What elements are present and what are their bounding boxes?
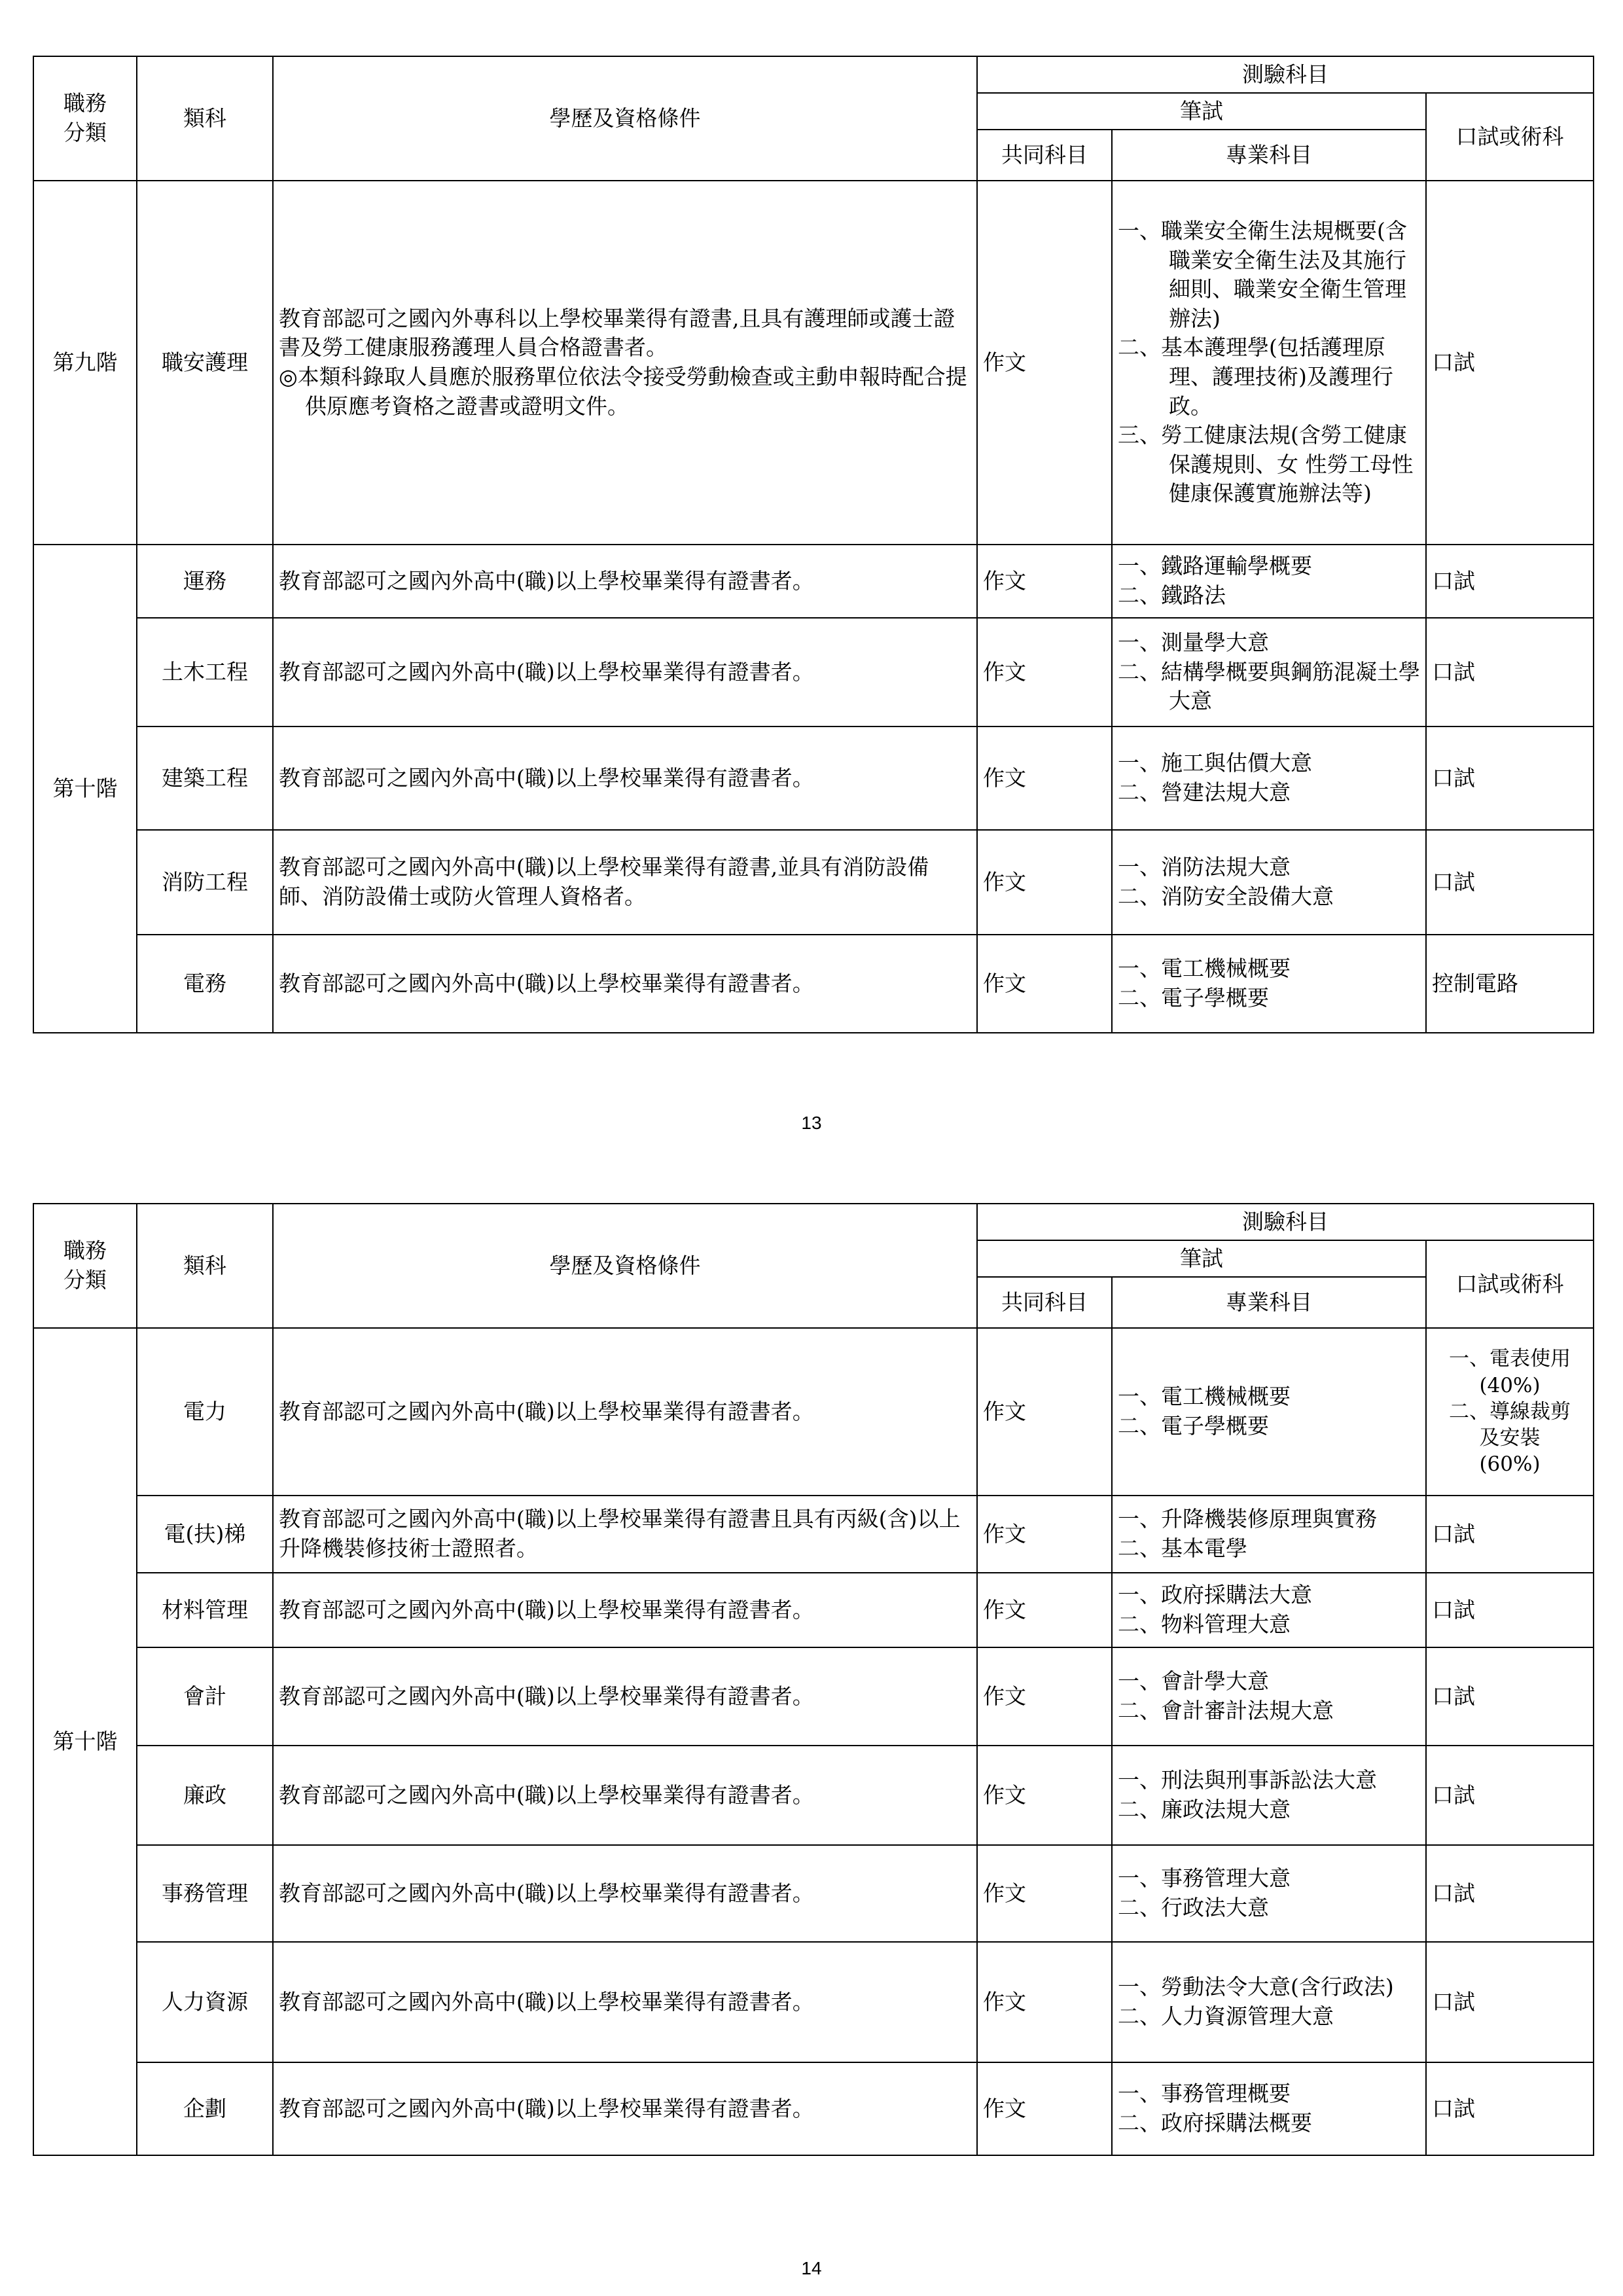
qualification-cell: 教育部認可之國內外高中(職)以上學校畢業得有證書且具有丙級(含)以上升降機裝修技術士證照者。 <box>273 1496 977 1573</box>
category-cell: 消防工程 <box>137 830 273 935</box>
header-common: 共同科目 <box>977 1277 1112 1328</box>
subject-item: 二、廉政法規大意 <box>1118 1797 1291 1822</box>
header-row <box>33 1204 1594 1240</box>
qualification-cell: 教育部認可之國內外高中(職)以上學校畢業得有證書者。 <box>273 618 977 726</box>
subject-item: 一、政府採購法大意 <box>1118 1582 1312 1608</box>
table-row <box>33 1328 1594 1496</box>
subject-item: 二、營建法規大意 <box>1118 780 1291 805</box>
table-row <box>33 1496 1594 1573</box>
common-subject-cell: 作文 <box>977 1746 1112 1845</box>
professional-subject-cell <box>1112 1647 1426 1746</box>
qualification-cell: 教育部認可之國內外高中(職)以上學校畢業得有證書者。 <box>273 1845 977 1942</box>
professional-subject-cell <box>1112 1942 1426 2062</box>
common-subject-cell: 作文 <box>977 1845 1112 1942</box>
oral-cell: 口試 <box>1426 1845 1594 1942</box>
common-subject-cell: 作文 <box>977 1942 1112 2062</box>
header-qualification: 學歷及資格條件 <box>273 56 977 181</box>
professional-subject-cell <box>1112 1496 1426 1573</box>
common-subject-cell: 作文 <box>977 1328 1112 1496</box>
header-oral: 口試或術科 <box>1426 1240 1594 1328</box>
subject-item: 一、事務管理概要 <box>1118 2081 1291 2107</box>
header-qualification: 學歷及資格條件 <box>273 1204 977 1328</box>
header-written: 筆試 <box>977 93 1426 130</box>
professional-subject-cell <box>1112 726 1426 830</box>
header-test-subjects: 測驗科目 <box>977 56 1594 93</box>
category-cell: 電(扶)梯 <box>137 1496 273 1573</box>
table-row <box>33 545 1594 618</box>
header-test-subjects: 測驗科目 <box>977 1204 1594 1240</box>
professional-subject-cell <box>1112 935 1426 1033</box>
subject-item: 二、會計審計法規大意 <box>1118 1698 1334 1723</box>
qualification-cell <box>273 181 977 545</box>
subject-item: 二、消防安全設備大意 <box>1118 884 1334 909</box>
category-cell: 電力 <box>137 1328 273 1496</box>
professional-subject-cell <box>1112 545 1426 618</box>
practical-weight: (60%) <box>1479 1452 1541 1477</box>
qualification-cell: 教育部認可之國內外高中(職)以上學校畢業得有證書者。 <box>273 1647 977 1746</box>
table-row <box>33 1573 1594 1647</box>
oral-cell: 口試 <box>1426 545 1594 618</box>
subject-item: 二、行政法大意 <box>1118 1895 1269 1920</box>
header-row <box>33 56 1594 93</box>
subject-item: 一、電工機械概要 <box>1118 956 1291 982</box>
common-subject-cell: 作文 <box>977 181 1112 545</box>
grade-cell: 第十階 <box>33 545 137 1033</box>
page-number: 14 <box>801 2258 822 2278</box>
header-professional: 專業科目 <box>1112 1277 1426 1328</box>
oral-cell: 口試 <box>1426 1573 1594 1647</box>
qualification-cell: 教育部認可之國內外高中(職)以上學校畢業得有證書者。 <box>273 2062 977 2155</box>
practical-weight: (40%) <box>1479 1373 1541 1397</box>
professional-subject-cell <box>1112 1328 1426 1496</box>
table-row <box>33 726 1594 830</box>
table-row <box>33 2062 1594 2155</box>
common-subject-cell: 作文 <box>977 1647 1112 1746</box>
professional-subject-cell <box>1112 618 1426 726</box>
qualification-cell: 教育部認可之國內外高中(職)以上學校畢業得有證書者。 <box>273 1942 977 2062</box>
subject-item: 二、人力資源管理大意 <box>1118 2003 1334 2029</box>
subject-item: 一、升降機裝修原理與實務 <box>1118 1506 1377 1532</box>
table-row <box>33 935 1594 1033</box>
common-subject-cell: 作文 <box>977 618 1112 726</box>
common-subject-cell: 作文 <box>977 830 1112 935</box>
subject-item: 二、電子學概要 <box>1118 1413 1269 1439</box>
professional-subject-cell <box>1112 1845 1426 1942</box>
header-category: 類科 <box>137 56 273 181</box>
practical-item: 一、電表使用 <box>1449 1347 1571 1371</box>
table-row <box>33 830 1594 935</box>
subject-item: 二、基本電學 <box>1118 1535 1247 1561</box>
grade-cell: 第九階 <box>33 181 137 545</box>
header-professional: 專業科目 <box>1112 130 1426 181</box>
qualification-cell: 教育部認可之國內外高中(職)以上學校畢業得有證書者。 <box>273 1746 977 1845</box>
page-number: 13 <box>801 1113 822 1133</box>
oral-cell: 口試 <box>1426 1647 1594 1746</box>
table-row <box>33 1746 1594 1845</box>
subject-item: 二、鐵路法 <box>1118 583 1226 608</box>
qualification-cell: 教育部認可之國內外高中(職)以上學校畢業得有證書,並具有消防設備師、消防設備士或防火管理人資格者。 <box>273 830 977 935</box>
oral-cell: 口試 <box>1426 1942 1594 2062</box>
common-subject-cell: 作文 <box>977 545 1112 618</box>
oral-cell: 口試 <box>1426 830 1594 935</box>
practical-cell <box>1426 1328 1594 1496</box>
subject-item: 二、電子學概要 <box>1118 985 1269 1011</box>
category-cell: 材料管理 <box>137 1573 273 1647</box>
subject-item: 一、事務管理大意 <box>1118 1865 1291 1892</box>
oral-cell: 口試 <box>1426 618 1594 726</box>
subject-item: 一、會計學大意 <box>1118 1668 1269 1695</box>
professional-subject-cell <box>1112 1573 1426 1647</box>
qualification-cell: 教育部認可之國內外高中(職)以上學校畢業得有證書者。 <box>273 545 977 618</box>
table-row <box>33 618 1594 726</box>
common-subject-cell: 作文 <box>977 1496 1112 1573</box>
qualification-cell: 教育部認可之國內外高中(職)以上學校畢業得有證書者。 <box>273 726 977 830</box>
table-row <box>33 1845 1594 1942</box>
subject-item: 二、結構學概要與鋼筋混凝土學大意 <box>1118 658 1420 714</box>
header-written: 筆試 <box>977 1240 1426 1277</box>
oral-cell: 口試 <box>1426 2062 1594 2155</box>
professional-subject-cell <box>1112 181 1426 545</box>
subject-item: 一、職業安全衛生法規概要(含職業安全衛生法及其施行細則、職業安全衛生管理辦法) <box>1118 218 1407 331</box>
exam-table-p13 <box>33 56 1594 1033</box>
oral-cell: 口試 <box>1426 181 1594 545</box>
common-subject-cell: 作文 <box>977 1573 1112 1647</box>
category-cell: 建築工程 <box>137 726 273 830</box>
subject-item: 一、施工與估價大意 <box>1118 750 1312 776</box>
category-cell: 人力資源 <box>137 1942 273 2062</box>
common-subject-cell: 作文 <box>977 726 1112 830</box>
subject-item: 一、勞動法令大意(含行政法) <box>1118 1974 1394 2000</box>
oral-cell: 控制電路 <box>1426 935 1594 1033</box>
qualification-cell: 教育部認可之國內外高中(職)以上學校畢業得有證書者。 <box>273 1328 977 1496</box>
header-grade: 職務 分類 <box>33 1204 137 1328</box>
category-cell: 事務管理 <box>137 1845 273 1942</box>
subject-item: 二、基本護理學(包括護理原理、護理技術)及護理行政。 <box>1118 334 1393 419</box>
subject-item: 一、刑法與刑事訴訟法大意 <box>1118 1767 1377 1793</box>
practical-item: 及安裝 <box>1479 1426 1541 1450</box>
table-row <box>33 181 1594 545</box>
table-row <box>33 1647 1594 1746</box>
qualification-cell: 教育部認可之國內外高中(職)以上學校畢業得有證書者。 <box>273 935 977 1033</box>
grade-cell: 第十階 <box>33 1328 137 2155</box>
category-cell: 運務 <box>137 545 273 618</box>
subject-item: 一、消防法規大意 <box>1118 854 1291 880</box>
qualification-note: ◎本類科錄取人員應於服務單位依法令接受勞動檢查或主動申報時配合提供原應考資格之證書或證明文件。 <box>279 364 967 419</box>
qualification-text: 教育部認可之國內外專科以上學校畢業得有證書,且具有護理師或護士證書及勞工健康服務護理人員合格證書者。 <box>279 305 955 361</box>
subject-item: 三、勞工健康法規(含勞工健康保護規則、女 性勞工母性健康保護實施辦法等) <box>1118 422 1414 507</box>
category-cell: 職安護理 <box>137 181 273 545</box>
oral-cell: 口試 <box>1426 1496 1594 1573</box>
professional-subject-cell <box>1112 1746 1426 1845</box>
professional-subject-cell <box>1112 830 1426 935</box>
oral-cell: 口試 <box>1426 726 1594 830</box>
header-grade: 職務 分類 <box>33 56 137 181</box>
header-category: 類科 <box>137 1204 273 1328</box>
header-common: 共同科目 <box>977 130 1112 181</box>
exam-table-p14 <box>33 1203 1594 2156</box>
common-subject-cell: 作文 <box>977 935 1112 1033</box>
qualification-cell: 教育部認可之國內外高中(職)以上學校畢業得有證書者。 <box>273 1573 977 1647</box>
subject-item: 一、鐵路運輸學概要 <box>1118 553 1312 579</box>
header-oral: 口試或術科 <box>1426 93 1594 181</box>
professional-subject-cell <box>1112 2062 1426 2155</box>
practical-item: 二、導線裁剪 <box>1449 1399 1571 1424</box>
oral-cell: 口試 <box>1426 1746 1594 1845</box>
subject-item: 二、物料管理大意 <box>1118 1611 1291 1637</box>
category-cell: 會計 <box>137 1647 273 1746</box>
common-subject-cell: 作文 <box>977 2062 1112 2155</box>
subject-item: 一、測量學大意 <box>1118 630 1269 656</box>
category-cell: 電務 <box>137 935 273 1033</box>
subject-item: 一、電工機械概要 <box>1118 1384 1291 1410</box>
table-row <box>33 1942 1594 2062</box>
subject-item: 二、政府採購法概要 <box>1118 2110 1312 2136</box>
category-cell: 廉政 <box>137 1746 273 1845</box>
category-cell: 企劃 <box>137 2062 273 2155</box>
category-cell: 土木工程 <box>137 618 273 726</box>
